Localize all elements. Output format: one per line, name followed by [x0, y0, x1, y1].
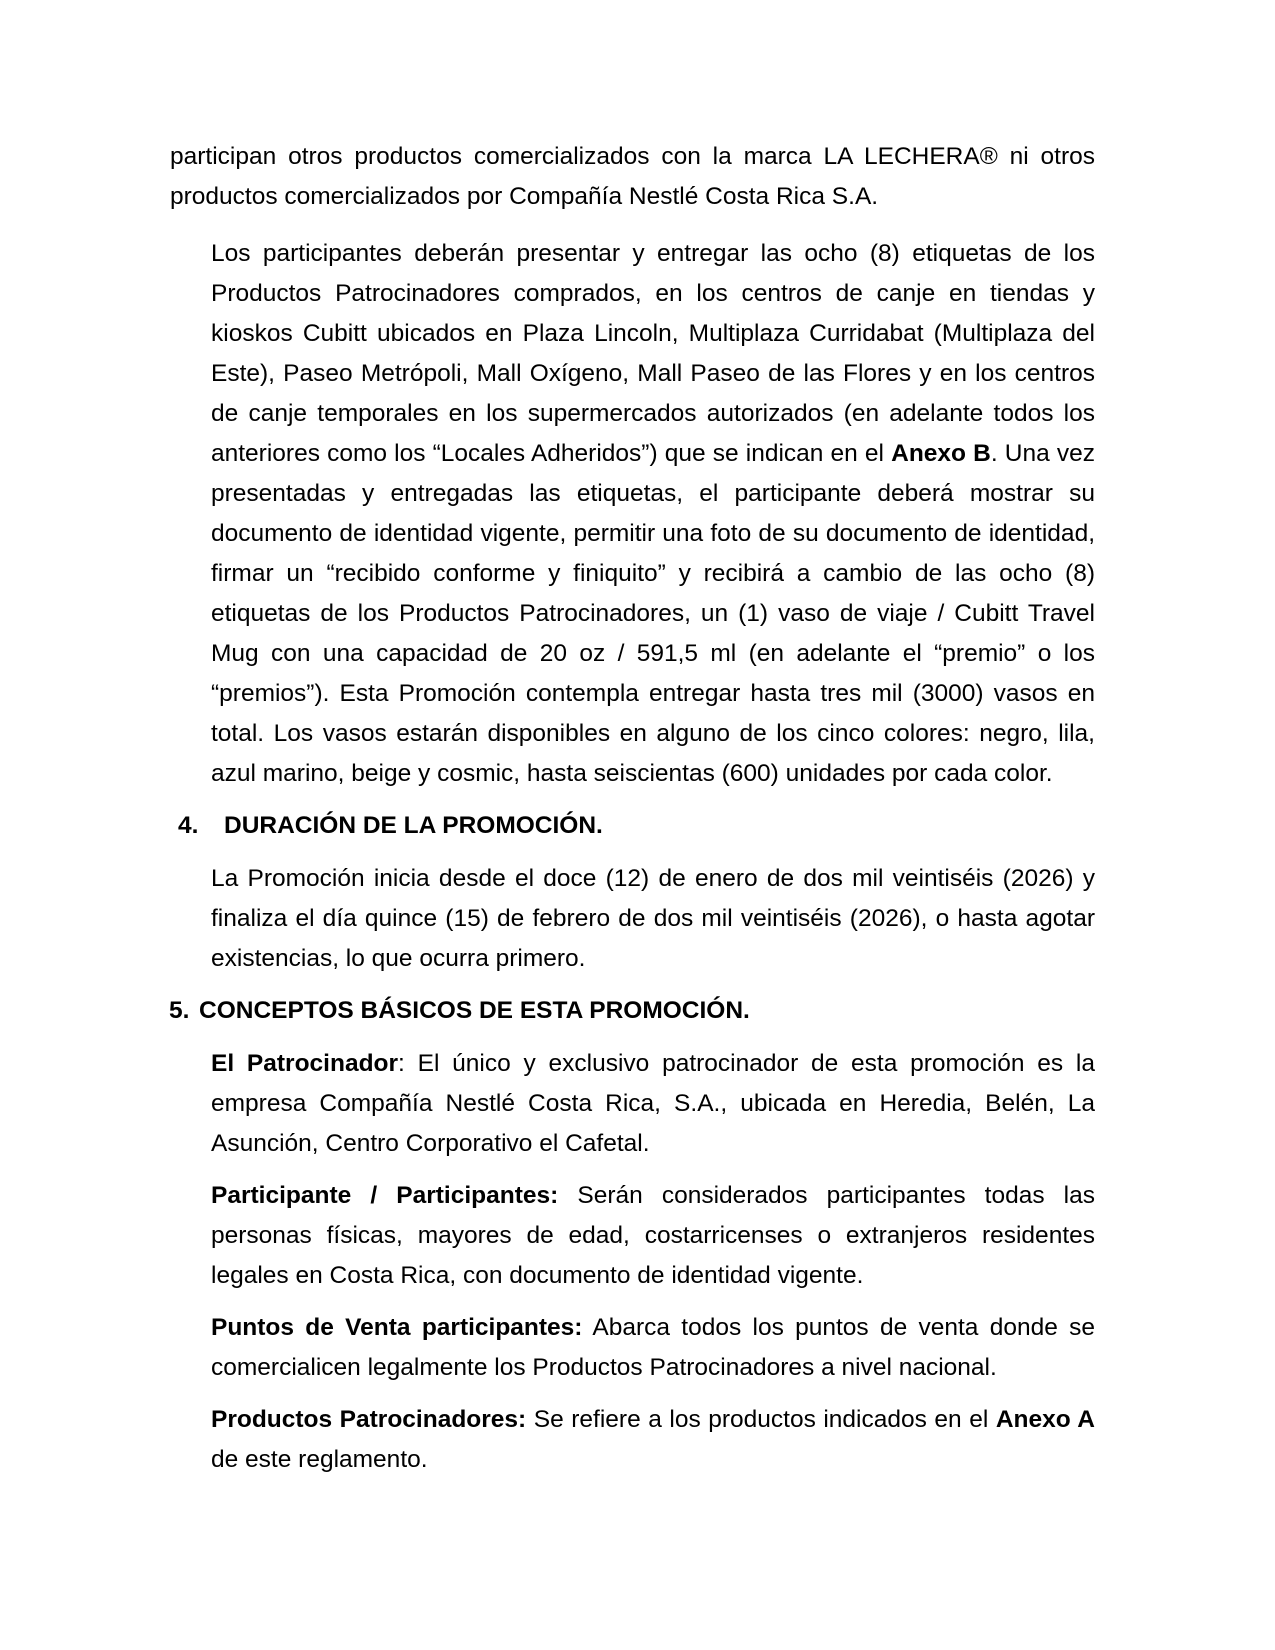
text-segment: Serán considerados participantes todas las personas físicas, mayores de edad, costarricenses o extranjeros residentes legales en Costa Rica, con documento de identidad vigente. — [211, 1182, 1096, 1289]
text-segment: Abarca todos los puntos de venta donde se comercialicen legalmente los Productos Patrocinadores a nivel nacional. — [211, 1314, 1095, 1381]
bold-text-segment: Anexo B — [891, 440, 991, 467]
paragraph-definition-patrocinador — [211, 1044, 1095, 1164]
text-segment: participan otros productos comercializados con la marca LA LECHERA® ni otros productos comercializados por Compañía Nestlé Costa Rica S.A. — [170, 143, 1095, 210]
section-heading-4 — [178, 806, 1275, 846]
section-number: 5. — [169, 997, 190, 1024]
paragraph-definition-puntos-de-venta — [211, 1308, 1095, 1388]
text-segment: Los participantes deberán presentar y entregar las ocho (8) etiquetas de los Productos Patrocinadores comprados, en los centros de canje en tiendas y kioskos Cubitt ubicados en Plaza Lincoln, Multiplaza Curridabat (Multiplaza del Este), Paseo Metrópoli, Mall Oxígeno, Mall Paseo de las Flores y en los centros de canje temporales en los supermercados autorizados (en adelante todos los anteriores como los “Locales Adheridos”) que se indican en el — [211, 240, 1095, 467]
bold-text-segment: Puntos de Venta participantes: — [211, 1314, 583, 1341]
section-number: 4. — [178, 812, 199, 839]
text-segment: La Promoción inicia desde el doce (12) de enero de dos mil veintiséis (2026) y finaliza el día quince (15) de febrero de dos mil veintiséis (2026), o hasta agotar existencias, lo que ocurra primero. — [211, 865, 1095, 972]
bold-text-segment: Anexo A — [995, 1406, 1096, 1433]
paragraph-duration — [211, 859, 1095, 979]
section-title: CONCEPTOS BÁSICOS DE ESTA PROMOCIÓN. — [199, 997, 750, 1024]
paragraph-definition-participante — [211, 1176, 1095, 1296]
section-heading-5 — [169, 991, 1275, 1031]
text-segment: . Una vez presentadas y entregadas las etiquetas, el participante deberá mostrar su documento de identidad vigente, permitir una foto de su documento de identidad, firmar un “recibido conforme y finiquito” y recibirá a cambio de las ocho (8) etiquetas de los Productos Patrocinadores, un (1) vaso de viaje / Cubitt Travel Mug con una capacidad de 20 oz / 591,5 ml (en adelante el “premio” o los “premios”). Esta Promoción contempla entregar hasta tres mil (3000) vasos en total. Los vasos estarán disponibles en alguno de los cinco colores: negro, lila, azul marino, beige y cosmic, hasta seiscientas (600) unidades por cada color. — [211, 440, 1095, 787]
text-segment: Se refiere a los productos indicados en el — [526, 1406, 996, 1433]
bold-text-segment: Participante / Participantes: — [211, 1182, 559, 1209]
paragraph-definition-productos-patrocinadores — [211, 1400, 1095, 1480]
text-segment: de este reglamento. — [211, 1446, 428, 1473]
text-segment: : El único y exclusivo patrocinador de esta promoción es la empresa Compañía Nestlé Costa Rica, S.A., ubicada en Heredia, Belén, La Asunción, Centro Corporativo el Cafetal. — [211, 1050, 1095, 1157]
section-title: DURACIÓN DE LA PROMOCIÓN. — [224, 812, 603, 839]
bold-text-segment: Productos Patrocinadores: — [211, 1406, 527, 1433]
paragraph-exchange-mechanics — [211, 234, 1095, 794]
bold-text-segment: El Patrocinador — [211, 1050, 399, 1077]
paragraph-intro-continuation — [170, 137, 1095, 217]
document-body — [0, 137, 1275, 1480]
